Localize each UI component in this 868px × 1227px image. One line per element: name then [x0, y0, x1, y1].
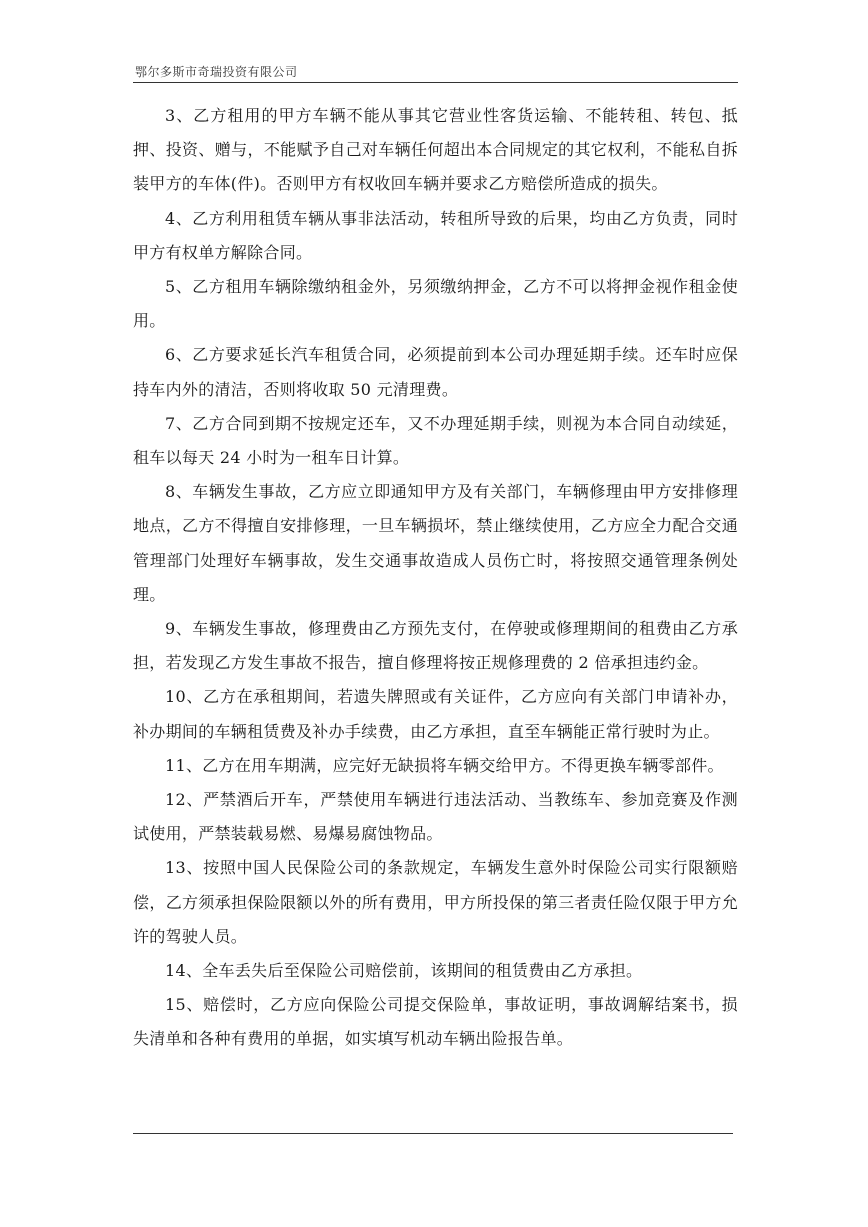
page-header — [133, 60, 738, 83]
footer-divider — [133, 1133, 733, 1134]
clause-7: 7、乙方合同到期不按规定还车，又不办理延期手续，则视为本合同自动续延，租车以每天 24 小时为一租车日计算。 — [133, 413, 738, 468]
clause-8: 8、车辆发生事故，乙方应立即通知甲方及有关部门，车辆修理由甲方安排修理地点，乙方不得擅自安排修理，一旦车辆损坏，禁止继续使用，乙方应全力配合交通管理部门处理好车辆事故，发生交通事故造成人员伤亡时，将按照交通管理条例处理。 — [133, 482, 738, 604]
clause-6: 6、乙方要求延长汽车租赁合同，必须提前到本公司办理延期手续。还车时应保持车内外的清洁，否则将收取 50 元清理费。 — [133, 345, 738, 399]
clause-15: 15、赔偿时，乙方应向保险公司提交保险单，事故证明，事故调解结案书，损失清单和各种有费用的单据，如实填写机动车辆出险报告单。 — [133, 995, 738, 1049]
clause-13: 13、按照中国人民保险公司的条款规定，车辆发生意外时保险公司实行限额赔偿，乙方须承担保险限额以外的所有费用，甲方所投保的第三者责任险仅限于甲方允许的驾驶人员。 — [133, 858, 738, 946]
clause-3: 3、乙方租用的甲方车辆不能从事其它营业性客货运输、不能转租、转包、抵押、投资、赠与，不能赋予自己对车辆任何超出本合同规定的其它权利，不能私自拆装甲方的车体(件)。否则甲方有权收回车辆并要求乙方赔偿所造成的损失。 — [133, 106, 738, 194]
clause-14: 14、全车丢失后至保险公司赔偿前，该期间的租赁费由乙方承担。 — [165, 961, 643, 981]
clause-9: 9、车辆发生事故，修理费由乙方预先支付，在停驶或修理期间的租费由乙方承担，若发现乙方发生事故不报告，擅自修理将按正规修理费的 2 倍承担违约金。 — [133, 619, 738, 673]
clause-5: 5、乙方租用车辆除缴纳租金外，另须缴纳押金，乙方不可以将押金视作租金使用。 — [133, 277, 738, 331]
document-body — [133, 99, 738, 1057]
clause-4: 4、乙方利用租赁车辆从事非法活动，转租所导致的后果，均由乙方负责，同时甲方有权单方解除合同。 — [133, 208, 738, 262]
clause-10: 10、乙方在承租期间，若遗失牌照或有关证件，乙方应向有关部门申请补办，补办期间的车辆租赁费及补办手续费，由乙方承担，直至车辆能正常行驶时为止。 — [133, 687, 738, 741]
clause-12: 12、严禁酒后开车，严禁使用车辆进行违法活动、当教练车、参加竞赛及作测试使用，严禁装载易燃、易爆易腐蚀物品。 — [133, 790, 738, 844]
clause-11: 11、乙方在用车期满，应完好无缺损将车辆交给甲方。不得更换车辆零部件。 — [165, 755, 724, 775]
company-name: 鄂尔多斯市奇瑞投资有限公司 — [135, 65, 298, 79]
